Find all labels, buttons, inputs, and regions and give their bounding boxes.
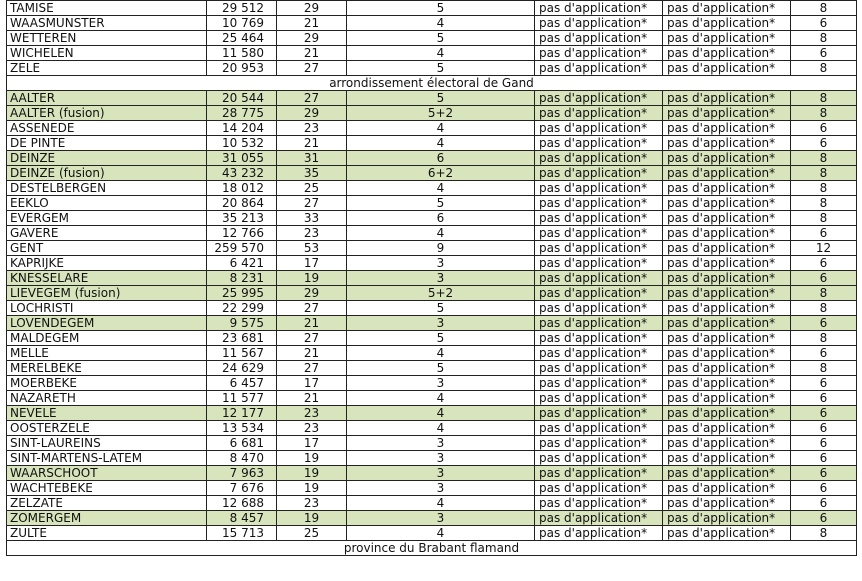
population-cell: 11 580 [207, 46, 277, 61]
aldermen-cell: 4 [347, 406, 535, 421]
status-cell-b: pas d'application* [663, 136, 791, 151]
status-cell-a: pas d'application* [535, 421, 663, 436]
municipality-name: ZOMERGEM [7, 511, 207, 526]
municipality-name: NAZARETH [7, 391, 207, 406]
table-row [7, 196, 857, 211]
aldermen-cell: 4 [347, 346, 535, 361]
municipality-name: LOVENDEGEM [7, 316, 207, 331]
social-council-cell: 6 [791, 466, 857, 481]
status-cell-b: pas d'application* [663, 361, 791, 376]
municipality-name: DE PINTE [7, 136, 207, 151]
council-seats-cell: 29 [277, 106, 347, 121]
social-council-cell: 6 [791, 451, 857, 466]
population-cell: 22 299 [207, 301, 277, 316]
social-council-cell: 6 [791, 436, 857, 451]
table-row [7, 136, 857, 151]
municipality-name: DEINZE (fusion) [7, 166, 207, 181]
social-council-cell: 6 [791, 136, 857, 151]
section-header-row [7, 76, 857, 91]
municipality-name: NEVELE [7, 406, 207, 421]
aldermen-cell: 3 [347, 451, 535, 466]
aldermen-cell: 9 [347, 241, 535, 256]
status-cell-a: pas d'application* [535, 511, 663, 526]
social-council-cell: 6 [791, 481, 857, 496]
status-cell-b: pas d'application* [663, 481, 791, 496]
council-seats-cell: 27 [277, 61, 347, 76]
table-row [7, 271, 857, 286]
status-cell-a: pas d'application* [535, 271, 663, 286]
population-cell: 11 577 [207, 391, 277, 406]
municipality-table [6, 0, 857, 556]
aldermen-cell: 5 [347, 61, 535, 76]
status-cell-a: pas d'application* [535, 211, 663, 226]
status-cell-b: pas d'application* [663, 436, 791, 451]
aldermen-cell: 3 [347, 481, 535, 496]
council-seats-cell: 31 [277, 151, 347, 166]
municipality-name: SINT-MARTENS-LATEM [7, 451, 207, 466]
status-cell-a: pas d'application* [535, 391, 663, 406]
social-council-cell: 8 [791, 31, 857, 46]
population-cell: 20 953 [207, 61, 277, 76]
aldermen-cell: 4 [347, 226, 535, 241]
table-row [7, 286, 857, 301]
municipality-name: DESTELBERGEN [7, 181, 207, 196]
aldermen-cell: 5+2 [347, 106, 535, 121]
aldermen-cell: 5 [347, 331, 535, 346]
council-seats-cell: 23 [277, 496, 347, 511]
population-cell: 6 421 [207, 256, 277, 271]
social-council-cell: 6 [791, 121, 857, 136]
population-cell: 29 512 [207, 1, 277, 16]
aldermen-cell: 6 [347, 211, 535, 226]
table-row [7, 346, 857, 361]
social-council-cell: 6 [791, 511, 857, 526]
municipality-name: ZELZATE [7, 496, 207, 511]
table-row [7, 511, 857, 526]
council-seats-cell: 29 [277, 286, 347, 301]
status-cell-b: pas d'application* [663, 286, 791, 301]
population-cell: 23 681 [207, 331, 277, 346]
council-seats-cell: 21 [277, 136, 347, 151]
population-cell: 6 681 [207, 436, 277, 451]
population-cell: 8 457 [207, 511, 277, 526]
council-seats-cell: 21 [277, 316, 347, 331]
status-cell-b: pas d'application* [663, 451, 791, 466]
table-row [7, 316, 857, 331]
aldermen-cell: 3 [347, 466, 535, 481]
status-cell-a: pas d'application* [535, 166, 663, 181]
council-seats-cell: 19 [277, 271, 347, 286]
municipality-name: MOERBEKE [7, 376, 207, 391]
population-cell: 43 232 [207, 166, 277, 181]
table-row [7, 376, 857, 391]
status-cell-b: pas d'application* [663, 31, 791, 46]
population-cell: 9 575 [207, 316, 277, 331]
status-cell-b: pas d'application* [663, 346, 791, 361]
table-row [7, 211, 857, 226]
population-cell: 12 766 [207, 226, 277, 241]
status-cell-a: pas d'application* [535, 61, 663, 76]
status-cell-a: pas d'application* [535, 301, 663, 316]
table-row [7, 166, 857, 181]
population-cell: 259 570 [207, 241, 277, 256]
municipality-name: MERELBEKE [7, 361, 207, 376]
status-cell-b: pas d'application* [663, 151, 791, 166]
aldermen-cell: 4 [347, 136, 535, 151]
section-header-row [7, 541, 857, 556]
status-cell-a: pas d'application* [535, 331, 663, 346]
municipality-name: LIEVEGEM (fusion) [7, 286, 207, 301]
status-cell-b: pas d'application* [663, 226, 791, 241]
council-seats-cell: 25 [277, 526, 347, 541]
municipality-name: ZELE [7, 61, 207, 76]
aldermen-cell: 4 [347, 181, 535, 196]
status-cell-a: pas d'application* [535, 361, 663, 376]
social-council-cell: 6 [791, 376, 857, 391]
council-seats-cell: 35 [277, 166, 347, 181]
social-council-cell: 8 [791, 361, 857, 376]
aldermen-cell: 5 [347, 1, 535, 16]
status-cell-a: pas d'application* [535, 481, 663, 496]
status-cell-b: pas d'application* [663, 466, 791, 481]
council-seats-cell: 53 [277, 241, 347, 256]
status-cell-a: pas d'application* [535, 31, 663, 46]
social-council-cell: 6 [791, 271, 857, 286]
municipality-name: KAPRIJKE [7, 256, 207, 271]
aldermen-cell: 4 [347, 16, 535, 31]
social-council-cell: 6 [791, 256, 857, 271]
council-seats-cell: 23 [277, 421, 347, 436]
council-seats-cell: 19 [277, 466, 347, 481]
status-cell-b: pas d'application* [663, 376, 791, 391]
aldermen-cell: 5 [347, 301, 535, 316]
council-seats-cell: 29 [277, 31, 347, 46]
table-row [7, 436, 857, 451]
status-cell-b: pas d'application* [663, 181, 791, 196]
table-row [7, 256, 857, 271]
population-cell: 12 688 [207, 496, 277, 511]
population-cell: 10 532 [207, 136, 277, 151]
status-cell-b: pas d'application* [663, 211, 791, 226]
status-cell-b: pas d'application* [663, 16, 791, 31]
municipality-name: WACHTEBEKE [7, 481, 207, 496]
status-cell-a: pas d'application* [535, 121, 663, 136]
table-row [7, 451, 857, 466]
status-cell-b: pas d'application* [663, 46, 791, 61]
social-council-cell: 8 [791, 181, 857, 196]
social-council-cell: 6 [791, 46, 857, 61]
table-row [7, 361, 857, 376]
social-council-cell: 6 [791, 496, 857, 511]
table-row [7, 91, 857, 106]
council-seats-cell: 23 [277, 406, 347, 421]
municipality-name: AALTER (fusion) [7, 106, 207, 121]
council-seats-cell: 17 [277, 436, 347, 451]
status-cell-a: pas d'application* [535, 451, 663, 466]
table-row [7, 1, 857, 16]
population-cell: 14 204 [207, 121, 277, 136]
status-cell-b: pas d'application* [663, 331, 791, 346]
status-cell-a: pas d'application* [535, 466, 663, 481]
social-council-cell: 8 [791, 91, 857, 106]
aldermen-cell: 3 [347, 316, 535, 331]
population-cell: 18 012 [207, 181, 277, 196]
status-cell-a: pas d'application* [535, 286, 663, 301]
table-row [7, 496, 857, 511]
council-seats-cell: 27 [277, 331, 347, 346]
social-council-cell: 6 [791, 316, 857, 331]
municipality-name: MALDEGEM [7, 331, 207, 346]
population-cell: 12 177 [207, 406, 277, 421]
status-cell-a: pas d'application* [535, 256, 663, 271]
status-cell-a: pas d'application* [535, 496, 663, 511]
table-row [7, 106, 857, 121]
status-cell-a: pas d'application* [535, 196, 663, 211]
status-cell-b: pas d'application* [663, 196, 791, 211]
status-cell-b: pas d'application* [663, 1, 791, 16]
council-seats-cell: 25 [277, 181, 347, 196]
table-row [7, 181, 857, 196]
table-row [7, 16, 857, 31]
table-row [7, 301, 857, 316]
population-cell: 25 464 [207, 31, 277, 46]
status-cell-b: pas d'application* [663, 526, 791, 541]
status-cell-a: pas d'application* [535, 241, 663, 256]
social-council-cell: 6 [791, 16, 857, 31]
aldermen-cell: 3 [347, 256, 535, 271]
aldermen-cell: 4 [347, 421, 535, 436]
municipality-name: TAMISE [7, 1, 207, 16]
council-seats-cell: 27 [277, 91, 347, 106]
table-row [7, 226, 857, 241]
table-row [7, 481, 857, 496]
population-cell: 20 864 [207, 196, 277, 211]
table-row [7, 241, 857, 256]
council-seats-cell: 33 [277, 211, 347, 226]
council-seats-cell: 23 [277, 121, 347, 136]
table-row [7, 421, 857, 436]
status-cell-a: pas d'application* [535, 46, 663, 61]
status-cell-b: pas d'application* [663, 91, 791, 106]
municipality-name: EEKLO [7, 196, 207, 211]
table-row [7, 331, 857, 346]
status-cell-a: pas d'application* [535, 136, 663, 151]
population-cell: 10 769 [207, 16, 277, 31]
municipality-name: EVERGEM [7, 211, 207, 226]
status-cell-a: pas d'application* [535, 376, 663, 391]
social-council-cell: 6 [791, 406, 857, 421]
aldermen-cell: 4 [347, 496, 535, 511]
municipality-name: DEINZE [7, 151, 207, 166]
status-cell-b: pas d'application* [663, 121, 791, 136]
aldermen-cell: 4 [347, 391, 535, 406]
social-council-cell: 8 [791, 151, 857, 166]
municipality-name: OOSTERZELE [7, 421, 207, 436]
document-page [6, 0, 856, 556]
municipality-name: ZULTE [7, 526, 207, 541]
aldermen-cell: 3 [347, 376, 535, 391]
aldermen-cell: 4 [347, 46, 535, 61]
social-council-cell: 6 [791, 391, 857, 406]
aldermen-cell: 6 [347, 151, 535, 166]
table-row [7, 151, 857, 166]
status-cell-a: pas d'application* [535, 346, 663, 361]
population-cell: 35 213 [207, 211, 277, 226]
section-header: province du Brabant flamand [7, 541, 857, 556]
social-council-cell: 8 [791, 61, 857, 76]
population-cell: 15 713 [207, 526, 277, 541]
table-row [7, 31, 857, 46]
population-cell: 31 055 [207, 151, 277, 166]
status-cell-b: pas d'application* [663, 316, 791, 331]
status-cell-b: pas d'application* [663, 496, 791, 511]
population-cell: 20 544 [207, 91, 277, 106]
status-cell-a: pas d'application* [535, 16, 663, 31]
status-cell-b: pas d'application* [663, 61, 791, 76]
council-seats-cell: 27 [277, 361, 347, 376]
status-cell-a: pas d'application* [535, 316, 663, 331]
population-cell: 8 231 [207, 271, 277, 286]
municipality-name: WETTEREN [7, 31, 207, 46]
municipality-name: MELLE [7, 346, 207, 361]
council-seats-cell: 19 [277, 511, 347, 526]
status-cell-a: pas d'application* [535, 526, 663, 541]
aldermen-cell: 5 [347, 361, 535, 376]
status-cell-b: pas d'application* [663, 166, 791, 181]
status-cell-a: pas d'application* [535, 226, 663, 241]
social-council-cell: 8 [791, 301, 857, 316]
council-seats-cell: 21 [277, 391, 347, 406]
social-council-cell: 12 [791, 241, 857, 256]
aldermen-cell: 3 [347, 511, 535, 526]
status-cell-a: pas d'application* [535, 436, 663, 451]
social-council-cell: 6 [791, 346, 857, 361]
social-council-cell: 8 [791, 286, 857, 301]
council-seats-cell: 21 [277, 46, 347, 61]
council-seats-cell: 17 [277, 256, 347, 271]
status-cell-b: pas d'application* [663, 106, 791, 121]
table-row [7, 526, 857, 541]
population-cell: 13 534 [207, 421, 277, 436]
social-council-cell: 8 [791, 331, 857, 346]
aldermen-cell: 5 [347, 196, 535, 211]
aldermen-cell: 4 [347, 526, 535, 541]
population-cell: 25 995 [207, 286, 277, 301]
status-cell-a: pas d'application* [535, 181, 663, 196]
social-council-cell: 6 [791, 226, 857, 241]
table-row [7, 466, 857, 481]
status-cell-b: pas d'application* [663, 391, 791, 406]
municipality-name: AALTER [7, 91, 207, 106]
status-cell-a: pas d'application* [535, 1, 663, 16]
population-cell: 24 629 [207, 361, 277, 376]
aldermen-cell: 5 [347, 31, 535, 46]
table-row [7, 406, 857, 421]
status-cell-a: pas d'application* [535, 91, 663, 106]
status-cell-a: pas d'application* [535, 106, 663, 121]
status-cell-a: pas d'application* [535, 151, 663, 166]
table-row [7, 121, 857, 136]
social-council-cell: 8 [791, 211, 857, 226]
social-council-cell: 8 [791, 526, 857, 541]
aldermen-cell: 5 [347, 91, 535, 106]
aldermen-cell: 5+2 [347, 286, 535, 301]
social-council-cell: 8 [791, 106, 857, 121]
municipality-name: SINT-LAUREINS [7, 436, 207, 451]
municipality-name: GENT [7, 241, 207, 256]
council-seats-cell: 17 [277, 376, 347, 391]
table-row [7, 46, 857, 61]
status-cell-a: pas d'application* [535, 406, 663, 421]
municipality-name: WAASMUNSTER [7, 16, 207, 31]
council-seats-cell: 29 [277, 1, 347, 16]
status-cell-b: pas d'application* [663, 421, 791, 436]
council-seats-cell: 19 [277, 451, 347, 466]
aldermen-cell: 3 [347, 271, 535, 286]
municipality-name: KNESSELARE [7, 271, 207, 286]
municipality-name: GAVERE [7, 226, 207, 241]
population-cell: 6 457 [207, 376, 277, 391]
population-cell: 28 775 [207, 106, 277, 121]
status-cell-b: pas d'application* [663, 406, 791, 421]
population-cell: 8 470 [207, 451, 277, 466]
council-seats-cell: 21 [277, 16, 347, 31]
status-cell-b: pas d'application* [663, 301, 791, 316]
council-seats-cell: 27 [277, 196, 347, 211]
status-cell-b: pas d'application* [663, 511, 791, 526]
table-row [7, 61, 857, 76]
municipality-name: LOCHRISTI [7, 301, 207, 316]
council-seats-cell: 27 [277, 301, 347, 316]
table-body [7, 1, 857, 556]
social-council-cell: 8 [791, 1, 857, 16]
aldermen-cell: 3 [347, 436, 535, 451]
social-council-cell: 6 [791, 421, 857, 436]
status-cell-b: pas d'application* [663, 271, 791, 286]
population-cell: 7 676 [207, 481, 277, 496]
social-council-cell: 8 [791, 166, 857, 181]
municipality-name: ASSENEDE [7, 121, 207, 136]
table-row [7, 391, 857, 406]
population-cell: 7 963 [207, 466, 277, 481]
aldermen-cell: 6+2 [347, 166, 535, 181]
council-seats-cell: 21 [277, 346, 347, 361]
section-header: arrondissement électoral de Gand [7, 76, 857, 91]
population-cell: 11 567 [207, 346, 277, 361]
municipality-name: WAARSCHOOT [7, 466, 207, 481]
municipality-name: WICHELEN [7, 46, 207, 61]
social-council-cell: 8 [791, 196, 857, 211]
status-cell-b: pas d'application* [663, 241, 791, 256]
status-cell-b: pas d'application* [663, 256, 791, 271]
aldermen-cell: 4 [347, 121, 535, 136]
council-seats-cell: 19 [277, 481, 347, 496]
council-seats-cell: 23 [277, 226, 347, 241]
